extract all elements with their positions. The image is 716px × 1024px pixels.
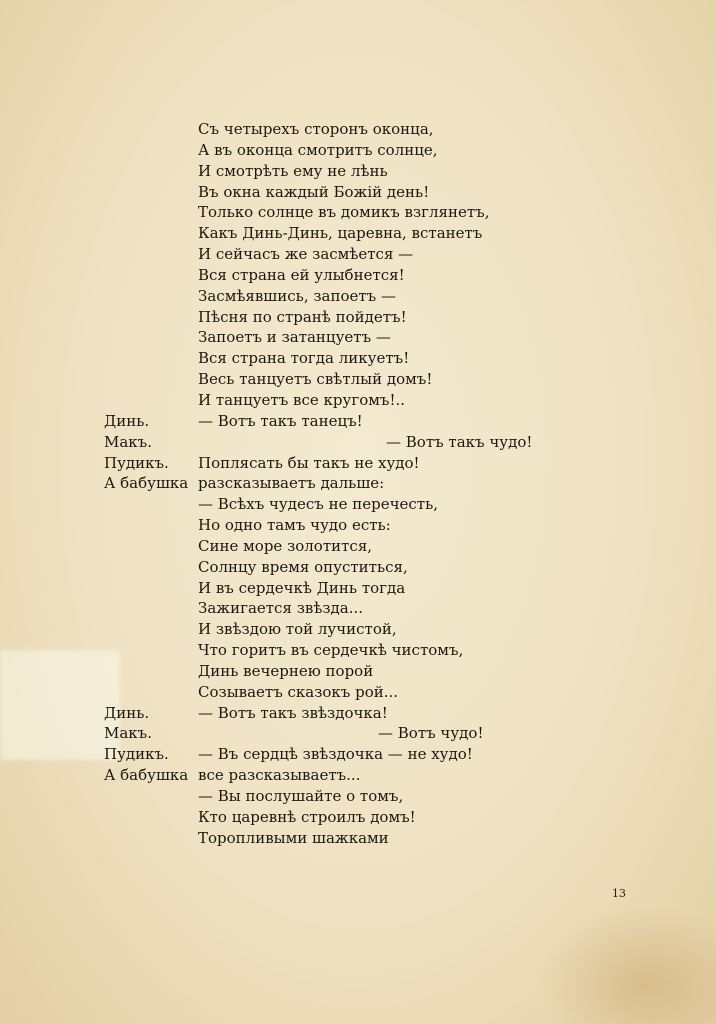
speaker-label: Пудикъ. xyxy=(104,745,169,764)
speaker-label: Динь. xyxy=(104,411,150,430)
line-text: Засмѣявшись, запоетъ — xyxy=(198,286,396,305)
line-text: Вся страна тогда ликуетъ! xyxy=(198,349,410,368)
line-text: И сейчасъ же засмѣется — xyxy=(198,245,414,264)
poem-line xyxy=(0,202,716,223)
poem-line xyxy=(0,578,716,599)
poem-line xyxy=(0,515,716,536)
poem-line xyxy=(0,494,716,515)
poem-line xyxy=(0,744,716,765)
line-text: Запоетъ и затанцуетъ — xyxy=(198,328,391,347)
line-text: Пѣсня по странѣ пойдетъ! xyxy=(198,307,407,326)
poem-line xyxy=(0,661,716,682)
poem-line xyxy=(0,703,716,724)
line-text: Сине море золотится, xyxy=(198,536,373,555)
line-text: Но одно тамъ чудо есть: xyxy=(198,516,391,535)
poem-line xyxy=(0,453,716,474)
poem-line xyxy=(0,765,716,786)
poem-line xyxy=(0,182,716,203)
line-text: Поплясать бы такъ не худо! xyxy=(198,453,420,472)
line-text: — Всѣхъ чудесъ не перечесть, xyxy=(198,495,438,514)
line-text: Торопливыми шажками xyxy=(198,828,389,847)
line-text: Что горитъ въ сердечкѣ чистомъ, xyxy=(198,641,464,660)
speaker-label: А бабушка xyxy=(104,766,189,785)
poem-line xyxy=(0,723,716,744)
poem-line xyxy=(0,161,716,182)
line-text: Съ четырехъ сторонъ оконца, xyxy=(198,120,434,138)
line-text: — Вы послушайте о томъ, xyxy=(198,787,404,805)
speaker-label: Макъ. xyxy=(104,724,152,743)
poem-line xyxy=(0,536,716,557)
poem-line xyxy=(0,140,716,161)
poem-line xyxy=(0,619,716,640)
line-text: Вся страна ей улыбнется! xyxy=(198,265,405,284)
line-text: Зажигается звѣзда... xyxy=(198,599,364,618)
poem-line xyxy=(0,244,716,265)
line-text: Только солнце въ домикъ взглянетъ, xyxy=(198,203,490,222)
line-text: — Вотъ такъ звѣздочка! xyxy=(198,703,388,722)
line-text: все разсказываетъ... xyxy=(198,766,361,785)
poem-line xyxy=(0,307,716,328)
line-text: И въ сердечкѣ Динь тогда xyxy=(198,578,406,597)
poem-line xyxy=(0,473,716,494)
speaker-label: Макъ. xyxy=(104,432,152,451)
poem-line xyxy=(0,327,716,348)
line-text: Солнцу время опуститься, xyxy=(198,557,408,576)
poem-line xyxy=(0,682,716,703)
poem-line xyxy=(0,786,716,807)
poem-text xyxy=(0,119,716,849)
poem-line xyxy=(0,390,716,411)
poem-line xyxy=(0,640,716,661)
line-text: И смотрѣть ему не лѣнь xyxy=(198,161,388,180)
poem-line xyxy=(0,286,716,307)
line-text: Какъ Динь-Динь, царевна, встанетъ xyxy=(198,224,483,243)
line-text: разсказываетъ дальше: xyxy=(198,474,385,493)
line-text: Созываетъ сказокъ рой... xyxy=(198,682,399,701)
poem-line xyxy=(0,369,716,390)
poem-line xyxy=(0,348,716,369)
line-text: — Въ сердцѣ звѣздочка — не худо! xyxy=(198,745,473,764)
speaker-label: А бабушка xyxy=(104,474,189,493)
poem-line xyxy=(0,411,716,432)
line-text: Весь танцуетъ свѣтлый домъ! xyxy=(198,370,433,389)
poem-line xyxy=(0,265,716,286)
poem-line xyxy=(0,807,716,828)
line-text: А въ оконца смотритъ солнце, xyxy=(198,140,438,159)
speaker-label: Пудикъ. xyxy=(104,453,169,472)
line-text: Кто царевнѣ строилъ домъ! xyxy=(198,807,416,826)
poem-line xyxy=(0,119,716,140)
line-text: И звѣздою той лучистой, xyxy=(198,620,397,639)
speaker-label: Динь. xyxy=(104,703,150,722)
poem-line xyxy=(0,223,716,244)
poem-line xyxy=(0,598,716,619)
poem-line xyxy=(0,828,716,849)
page-number: 13 xyxy=(612,887,626,900)
line-text: — Вотъ чудо! xyxy=(378,724,484,743)
paper-stain-corner xyxy=(536,904,716,1024)
line-text: — Вотъ такъ чудо! xyxy=(386,432,533,451)
poem-line xyxy=(0,557,716,578)
poem-line xyxy=(0,432,716,453)
line-text: И танцуетъ все кругомъ!.. xyxy=(198,390,406,409)
line-text: Динь вечернею порой xyxy=(198,661,374,680)
line-text: — Вотъ такъ танецъ! xyxy=(198,411,363,430)
line-text: Въ окна каждый Божій день! xyxy=(198,182,430,201)
